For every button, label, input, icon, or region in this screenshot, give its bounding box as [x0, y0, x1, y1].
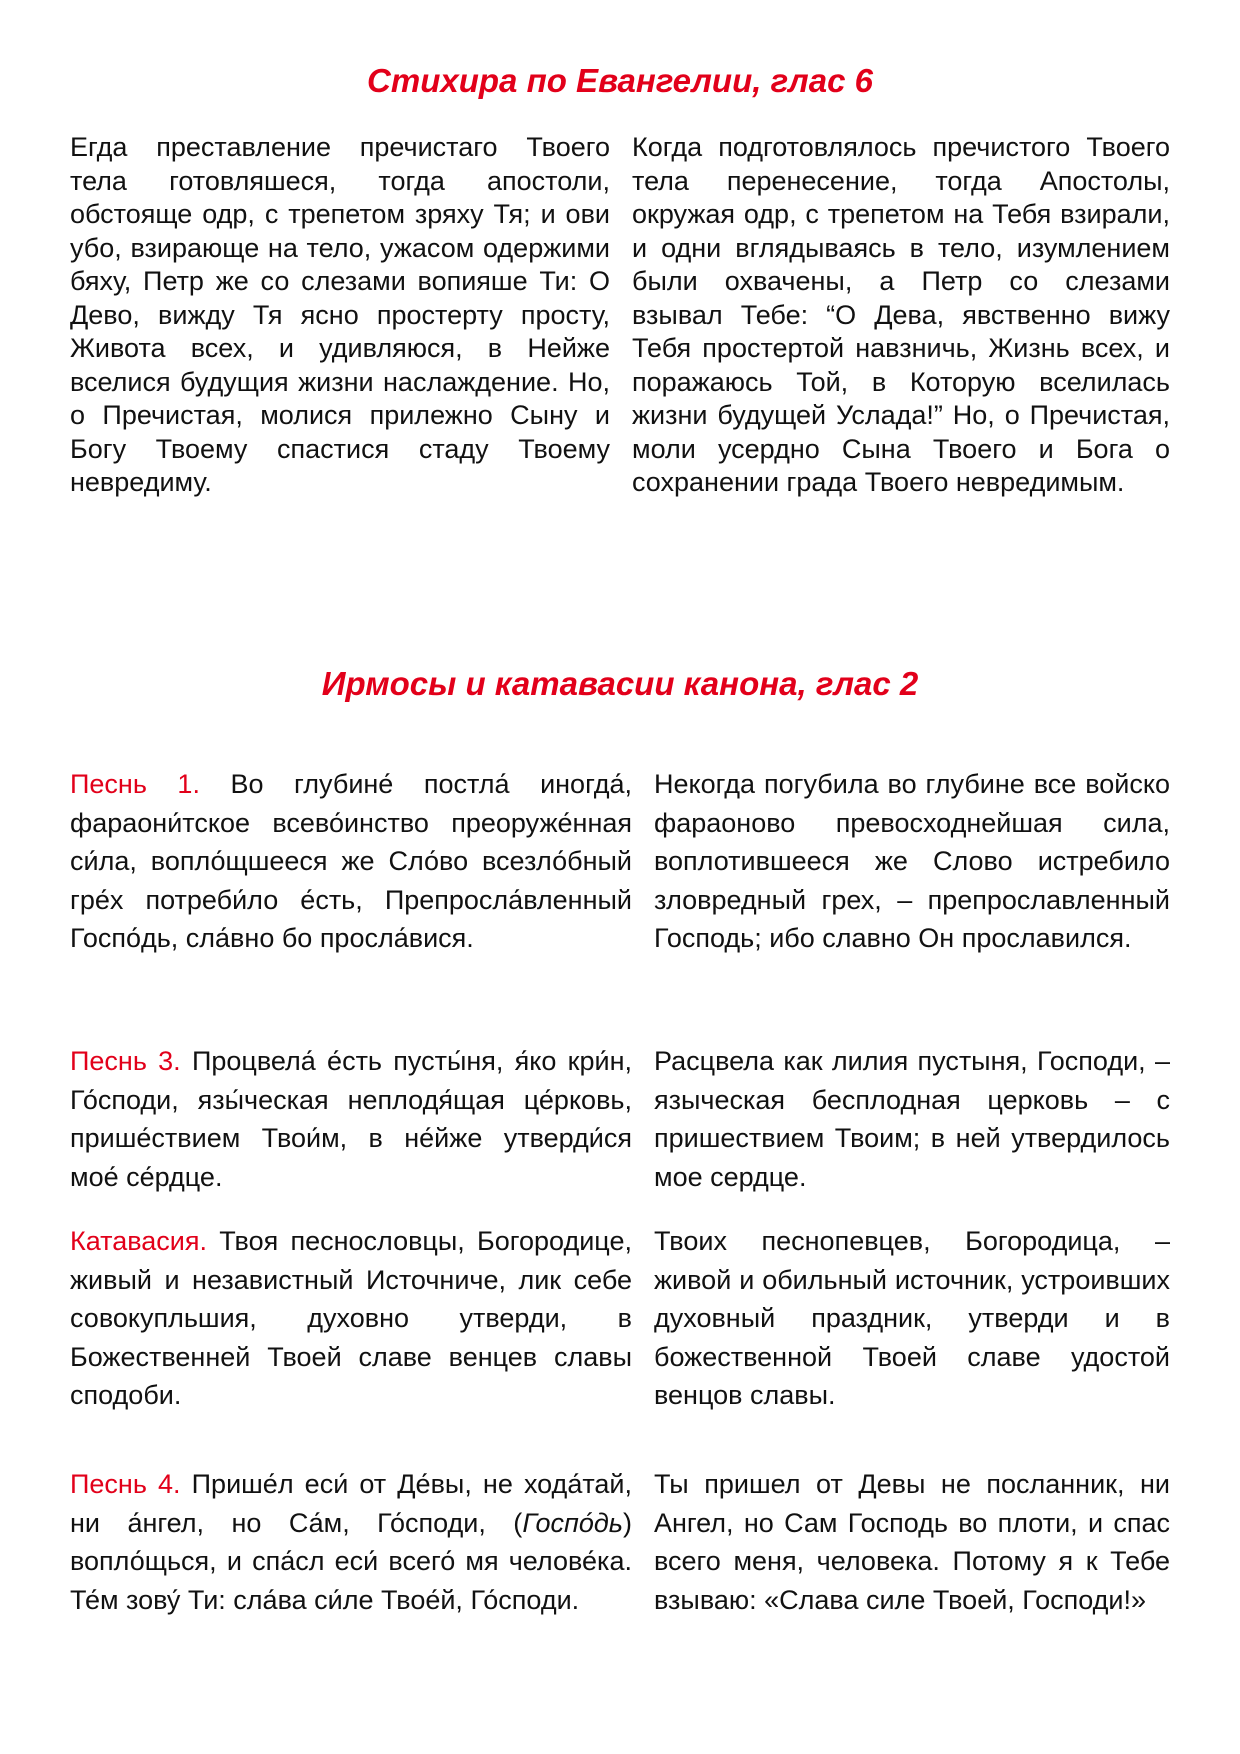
ode-3-russian-text: Расцвела как лилия пустыня, Господи, – языческая бесплодная церковь – с пришествием Твоим; в ней утвердилось мое сердце. [654, 1046, 1170, 1192]
section-title-irmoi: Ирмосы и катавасии канона, глас 2 [321, 665, 919, 702]
ode-1-slavonic-text: Во глубине́ постла́ иногда́, фараони́тское всево́инство преоруже́нная си́ла, вопло́щшееся же Сло́во всезло́бный гре́х потреби́ло е́сть, Препросла́вленный Госпо́дь, сла́вно бо просла́вися. [70, 769, 632, 953]
katavasia-russian-text: Твоих песнопевцев, Богородица, – живой и обильный источник, устроивших духовный праздник, утверди и в божественной Твоей славе удостой венцов славы. [654, 1226, 1170, 1410]
ode-3-slavonic [70, 1042, 632, 1196]
ode-3-slavonic-text: Процвела́ е́сть пусты́ня, я́ко кри́н, Го́споди, язы́ческая неплодя́щая це́рковь, прише́ствием Твои́м, в не́йже утверди́ся мое́ се́рдце. [70, 1046, 632, 1192]
ode-4-russian-text: Ты пришел от Девы не посланник, ни Ангел, но Сам Господь во плоти, и спас всего меня, человека. Потому я к Тебе взываю: «Слава силе Твоей, Господи!» [654, 1469, 1170, 1615]
ode-1-slavonic [70, 765, 632, 958]
ode-3-label: Песнь 3. [70, 1046, 181, 1076]
ode-4-slavonic-text-after: ) вопло́щься, и спа́сл еси́ всего́ мя челове́ка. Те́м зову́ Ти: сла́ва си́ле Твое́й, Го́споди. [70, 1507, 632, 1615]
katavasia-slavonic [70, 1222, 632, 1415]
ode-1-label: Песнь 1. [70, 769, 200, 799]
ode-4-slavonic [70, 1465, 632, 1619]
stichera-slavonic-text: Егда преставление пречистаго Твоего тела готовляшеся, тогда апостоли, обстояще одр, с трепетом зряху Тя; и ови убо, взирающе на тело, ужасом одержими бяху, Петр же со слезами вопияше Ти: О Дево, вижду Тя ясно простерту просту, Живота всех, и удивляюся, в Нейже вселися будущия жизни наслаждение. Но, о Пречистая, молися прилежно Сыну и Богу Твоему спастися стаду Твоему невредиму. [70, 132, 610, 497]
ode-1-russian-text: Некогда погубила во глубине все войско фараоново превосходнейшая сила, воплотившееся же Слово истребило зловредный грех, – препрославленный Господь; ибо славно Он прославился. [654, 769, 1170, 953]
ode-4-slavonic-text-before: Прише́л еси́ от Де́вы, не хода́тай, ни а́нгел, но Са́м, Го́споди, ( [70, 1469, 632, 1538]
ode-4-label: Песнь 4. [70, 1469, 181, 1499]
ode-4-slavonic-italic: Госпо́дь [522, 1507, 623, 1538]
katavasia-label: Катавасия. [70, 1226, 207, 1256]
katavasia-slavonic-text: Твоя песнословцы, Богородице, живый и независтный Источниче, лик себе совокупльшия, духовно утверди, в Божественней Твоей славе венцев славы сподоби. [70, 1226, 632, 1410]
section-title-stichera: Стихира по Евангелии, глас 6 [367, 62, 873, 99]
stichera-russian-text: Когда подготовлялось пречистого Твоего тела перенесение, тогда Апостолы, окружая одр, с трепетом на Тебя взирали, и одни вглядываясь в тело, изумлением были охвачены, а Петр со слезами взывал Тебе: “О Дева, явственно вижу Тебя простертой навзничь, Жизнь всех, и поражаюсь Той, в Которую вселилась жизни будущей Услада!” Но, о Пречистая, моли усердно Сына Твоего и Бога о сохранении града Твоего невредимым. [632, 132, 1170, 497]
